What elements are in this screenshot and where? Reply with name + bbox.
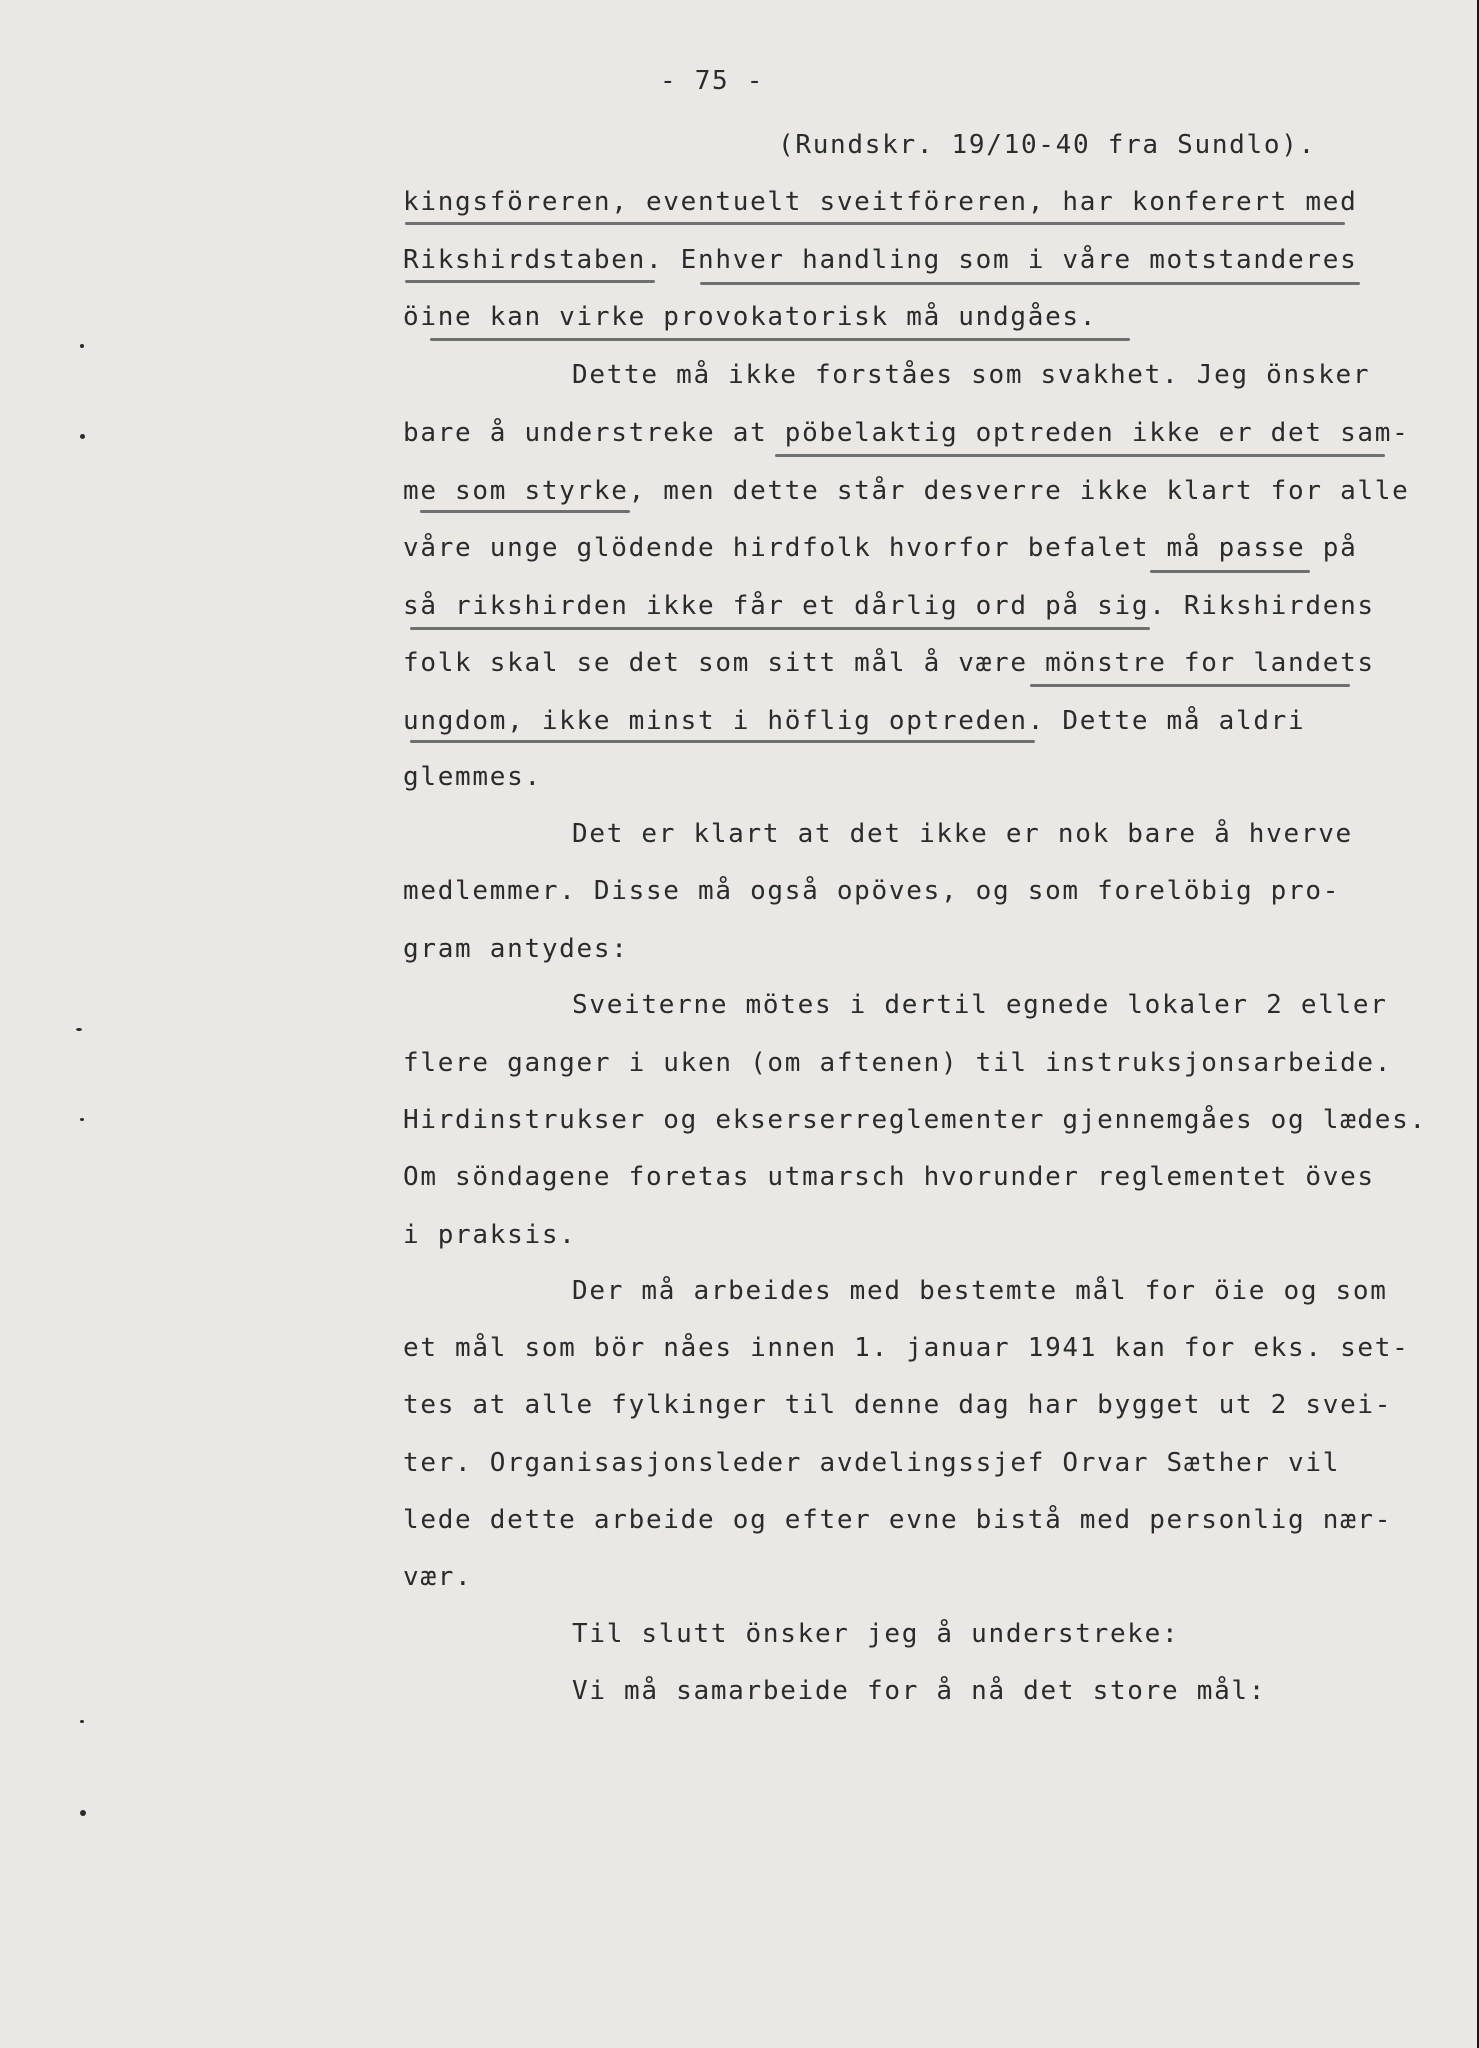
text-line: ter. Organisasjonsleder avdelingssjef Orvar Sæther vil — [403, 1448, 1341, 1478]
text-line: Vi må samarbeide for å nå det store mål: — [572, 1676, 1267, 1706]
pencil-underline — [430, 338, 1130, 341]
margin-mark — [76, 1028, 82, 1031]
pencil-underline — [775, 454, 1385, 457]
pencil-underline — [405, 222, 1345, 225]
text-line: vær. — [403, 1562, 473, 1592]
text-line: flere ganger i uken (om aftenen) til instruksjonsarbeide. — [403, 1048, 1393, 1078]
pencil-underline — [420, 510, 630, 513]
page-number: - 75 - — [660, 66, 765, 96]
text-line: et mål som bör nåes innen 1. januar 1941 kan for eks. set- — [403, 1333, 1410, 1363]
header-reference: (Rundskr. 19/10-40 fra Sundlo). — [778, 130, 1316, 160]
text-line: tes at alle fylkinger til denne dag har bygget ut 2 svei- — [403, 1390, 1393, 1420]
margin-mark — [80, 1810, 86, 1816]
pencil-underline — [1150, 570, 1310, 573]
pencil-underline — [405, 280, 655, 283]
pencil-underline — [410, 740, 1035, 743]
pencil-underline — [700, 282, 1360, 285]
text-line: Der må arbeides med bestemte mål for öie og som — [572, 1276, 1388, 1306]
text-line: kingsföreren, eventuelt sveitföreren, har konferert med — [403, 187, 1358, 217]
text-line: Hirdinstrukser og ekserserreglementer gjennemgåes og lædes. — [403, 1105, 1427, 1135]
text-line: medlemmer. Disse må også opöves, og som forelöbig pro- — [403, 876, 1341, 906]
text-line: våre unge glödende hirdfolk hvorfor befalet må passe på — [403, 533, 1358, 563]
margin-mark — [80, 1720, 84, 1723]
text-line: gram antydes: — [403, 934, 629, 964]
text-line: Dette må ikke forståes som svakhet. Jeg önsker — [572, 360, 1371, 390]
text-line: folk skal se det som sitt mål å være mönstre for landets — [403, 648, 1375, 678]
margin-mark — [80, 344, 84, 348]
text-line: lede dette arbeide og efter evne bistå med personlig nær- — [403, 1505, 1393, 1535]
text-line: me som styrke, men dette står desverre ikke klart for alle — [403, 476, 1410, 506]
text-line: i praksis. — [403, 1220, 577, 1250]
text-line: Rikshirdstaben. Enhver handling som i våre motstanderes — [403, 245, 1358, 275]
text-line: så rikshirden ikke får et dårlig ord på sig. Rikshirdens — [403, 591, 1375, 621]
margin-mark — [80, 434, 85, 439]
text-line: Sveiterne mötes i dertil egnede lokaler 2 eller — [572, 990, 1388, 1020]
text-line: bare å understreke at pöbelaktig optreden ikke er det sam- — [403, 418, 1410, 448]
text-line: Det er klart at det ikke er nok bare å hverve — [572, 819, 1353, 849]
text-line: öine kan virke provokatorisk må undgåes. — [403, 302, 1098, 332]
text-line: Til slutt önsker jeg å understreke: — [572, 1619, 1180, 1649]
pencil-underline — [1030, 684, 1350, 687]
margin-mark — [80, 1118, 84, 1121]
text-line: ungdom, ikke minst i höflig optreden. Dette må aldri — [403, 706, 1306, 736]
text-line: Om söndagene foretas utmarsch hvorunder reglementet öves — [403, 1162, 1375, 1192]
pencil-underline — [410, 627, 1150, 630]
text-line: glemmes. — [403, 762, 542, 792]
